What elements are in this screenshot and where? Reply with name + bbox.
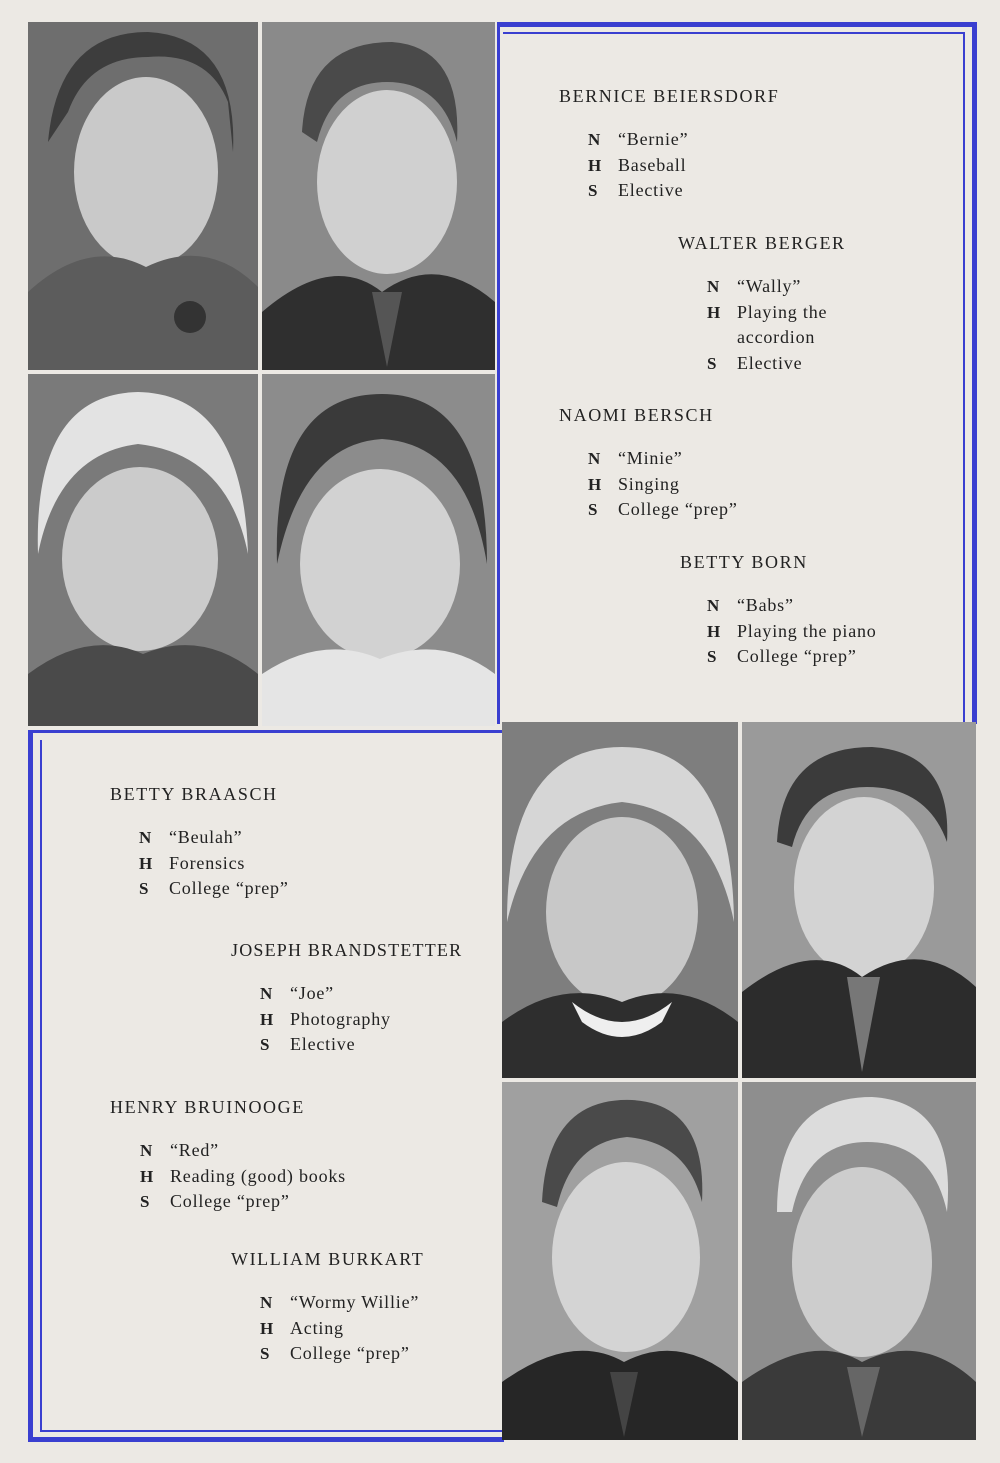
course-value: Elective [290, 1034, 356, 1054]
nickname-value: “Wormy Willie” [290, 1292, 420, 1312]
entry-william-burkart [231, 1249, 424, 1367]
entry-betty-born [680, 552, 877, 670]
portrait-walter-berger [262, 22, 495, 370]
hobby-value: Baseball [618, 154, 687, 175]
hobby-value: Acting [290, 1317, 344, 1338]
nickname-label: N [139, 828, 153, 847]
nickname-label: N [588, 130, 602, 149]
portrait-naomi-bersch [28, 374, 258, 726]
portrait-betty-born [262, 374, 495, 726]
course-value: Elective [737, 352, 803, 373]
nickname-value: “Red” [170, 1140, 219, 1160]
hobby-value-line-1: Playing the [737, 301, 828, 322]
entry-henry-bruinooge [110, 1097, 346, 1215]
student-name: WALTER BERGER [678, 233, 846, 253]
hobby-value: Forensics [169, 852, 246, 873]
course-value: College “prep” [169, 878, 289, 898]
student-name: JOSEPH BRANDSTETTER [231, 940, 463, 960]
student-name: NAOMI BERSCH [559, 405, 714, 425]
nickname-label: N [260, 984, 274, 1003]
hobby-label: H [260, 1318, 275, 1338]
hobby-label: H [140, 1166, 155, 1186]
course-value: College “prep” [290, 1343, 410, 1363]
entry-walter-berger [678, 233, 846, 376]
nickname-value: “Joe” [290, 983, 334, 1003]
nickname-label: N [260, 1293, 274, 1312]
nickname-value: “Wally” [737, 276, 802, 296]
hobby-label: H [707, 302, 722, 322]
student-name: BETTY BORN [680, 552, 808, 572]
hobby-label: H [260, 1009, 275, 1029]
course-value: College “prep” [170, 1191, 290, 1211]
hobby-label: H [588, 474, 603, 494]
hobby-value: Singing [618, 473, 680, 494]
course-value: College “prep” [737, 646, 857, 666]
portrait-bernice-beiersdorf [28, 22, 258, 370]
student-name: WILLIAM BURKART [231, 1249, 425, 1269]
course-label: S [140, 1192, 151, 1211]
portrait-william-burkart [742, 1082, 976, 1440]
portrait-betty-braasch [502, 722, 738, 1078]
course-value: Elective [618, 180, 684, 200]
hobby-label: H [139, 853, 154, 873]
hobby-value: Playing the piano [737, 620, 877, 641]
course-label: S [260, 1035, 271, 1054]
nickname-value: “Bernie” [618, 129, 689, 149]
student-name: HENRY BRUINOOGE [110, 1097, 305, 1117]
course-label: S [707, 353, 718, 373]
entry-joseph-brandstetter [231, 940, 462, 1058]
student-name: BERNICE BEIERSDORF [559, 86, 780, 106]
nickname-label: N [588, 449, 602, 468]
course-label: S [260, 1344, 271, 1363]
hobby-label: H [588, 155, 603, 175]
nickname-value: “Beulah” [169, 827, 243, 847]
course-label: S [588, 181, 599, 200]
entry-betty-braasch [110, 784, 289, 902]
entry-bernice-beiersdorf [559, 86, 779, 204]
course-label: S [588, 500, 599, 519]
portrait-joseph-brandstetter [742, 722, 976, 1078]
course-label: S [707, 647, 718, 666]
nickname-label: N [707, 277, 721, 296]
hobby-value-line-2: accordion [737, 327, 816, 347]
nickname-value: “Babs” [737, 595, 794, 615]
nickname-label: N [707, 596, 721, 615]
course-value: College “prep” [618, 499, 738, 519]
hobby-value: Photography [290, 1008, 391, 1029]
hobby-value: Reading (good) books [170, 1165, 346, 1186]
student-name: BETTY BRAASCH [110, 784, 278, 804]
portrait-henry-bruinooge [502, 1082, 738, 1440]
course-label: S [139, 879, 150, 898]
nickname-label: N [140, 1141, 154, 1160]
nickname-value: “Minie” [618, 448, 683, 468]
entry-naomi-bersch [559, 405, 738, 523]
hobby-label: H [707, 621, 722, 641]
